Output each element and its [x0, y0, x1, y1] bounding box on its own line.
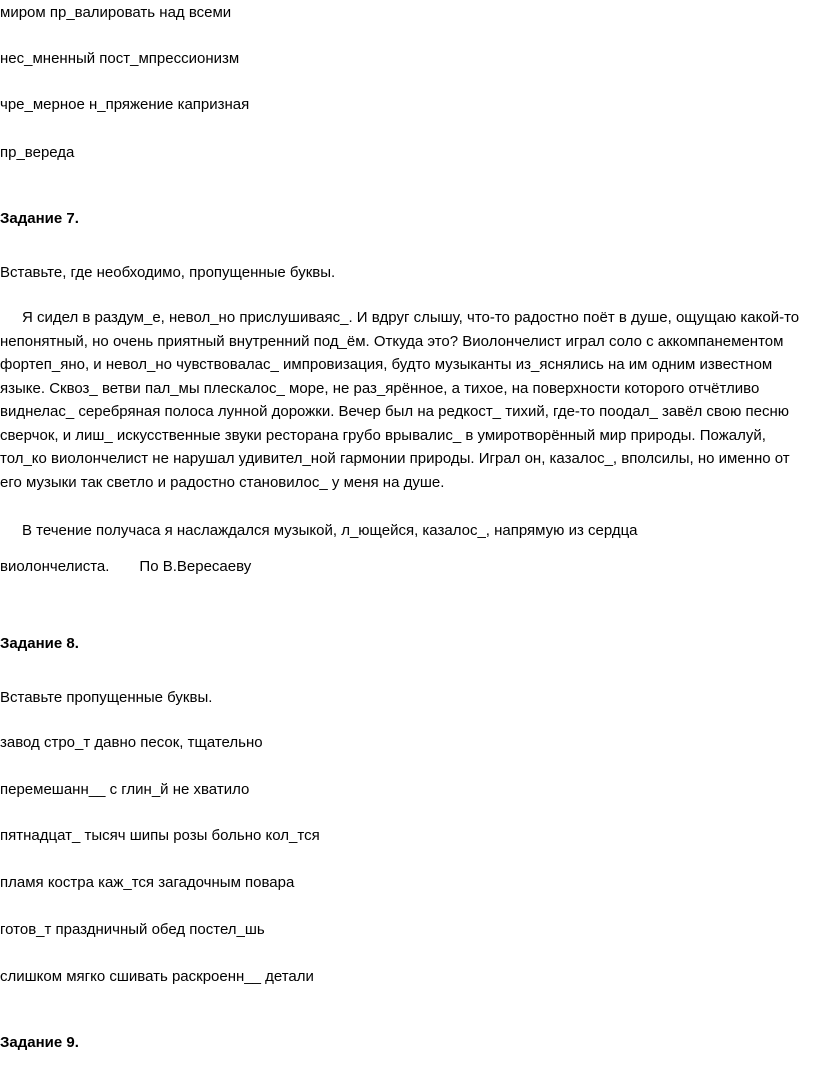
task7-author: По В.Вересаеву [139, 558, 252, 575]
task8-line: готов_т праздничный обед постел_шь [0, 921, 265, 938]
task8-line: пятнадцат_ тысяч шипы розы больно кол_тся [0, 827, 320, 844]
text-line: миром пр_валировать над всеми [0, 4, 232, 21]
task8-line: завод стро_т давно песок, тщательно [0, 734, 263, 751]
task7-line-end: виолончелиста. [0, 558, 110, 575]
task7-heading: Задание 7. [0, 210, 79, 227]
task8-line: слишком мягко сшивать раскроенн__ детали [0, 968, 314, 985]
task7-line: В течение получаса я наслаждался музыкой, л_ющейся, казалос_, напрямую из сердца [22, 522, 638, 539]
task7-closing [0, 557, 251, 577]
task8-instruction: Вставьте пропущенные буквы. [0, 689, 213, 706]
text-line: чре_мерное н_пряжение капризная [0, 96, 250, 113]
text-line: пр_вереда [0, 144, 75, 161]
task7-instruction: Вставьте, где необходимо, пропущенные буквы. [0, 264, 336, 281]
task8-line: пламя костра каж_тся загадочным повара [0, 874, 295, 891]
text-line: нес_мненный пост_мпрессионизм [0, 50, 240, 67]
task9-heading: Задание 9. [0, 1034, 79, 1051]
task8-heading: Задание 8. [0, 635, 79, 652]
task7-paragraph: Я сидел в раздум_е, невол_но прислушиваяс_. И вдруг слышу, что-то радостно поёт в душе, ощущаю какой-то непонятный, но очень приятный внутренний под_ём. Откуда это? Виолончелист играл соло с аккомпанементом фортеп_яно, и невол_но чувствовалас_ импровизация, будто музыканты из_яснялись на им одним известном языке. Сквоз_ ветви пал_мы плескалос_ море, не раз_ярённое, а тихое, на поверхности которого отчётливо виднелас_ серебряная полоса лунной дорожки. Вечер был на редкост_ тихий, где-то поодал_ завёл свою песню сверчок, и лиш_ искусственные звуки ресторана грубо врывалис_ в умиротворённый мир природы. Пожалуй, тол_ко виолончелист не нарушал удивител_ной гармонии природы. Играл он, казалос_, вполсилы, но именно от его музыки так светло и радостно становилос_ у меня на душе. [0, 309, 800, 491]
task8-line: перемешанн__ с глин_й не хватило [0, 781, 250, 798]
